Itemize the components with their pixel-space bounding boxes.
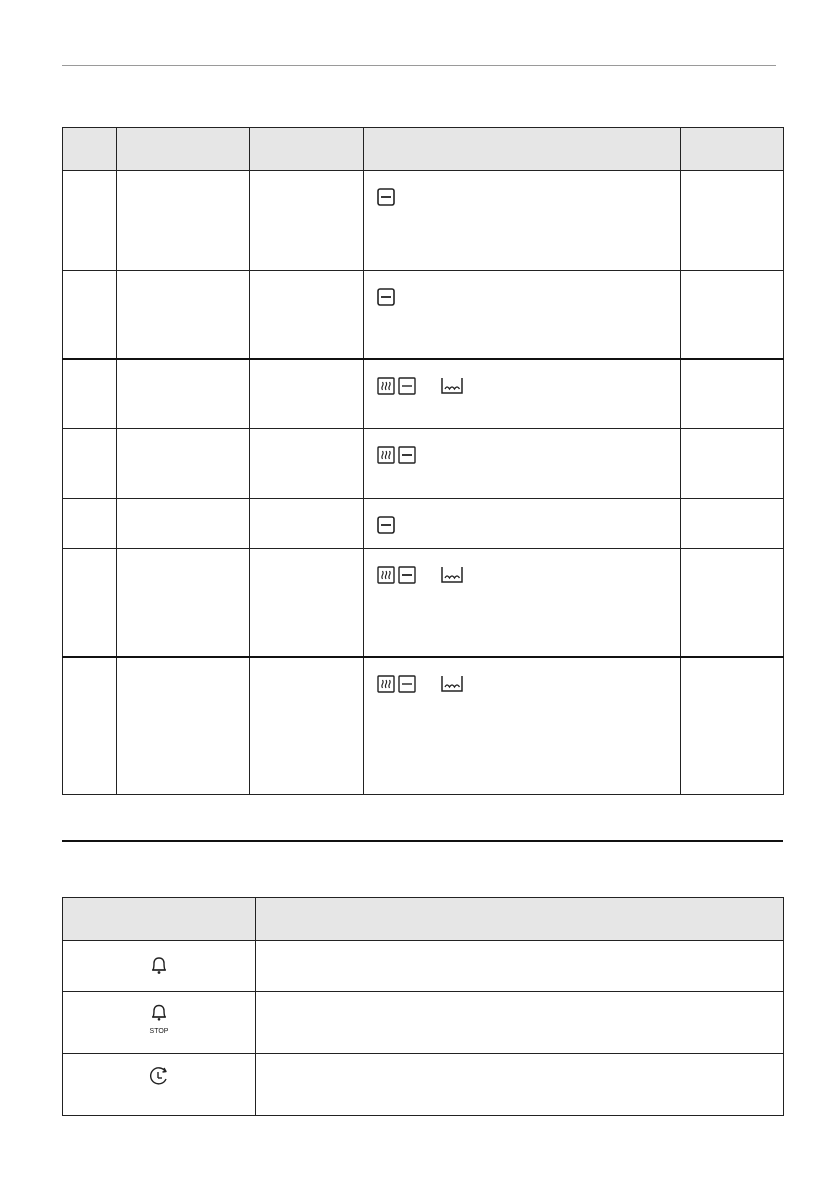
function-table [62, 897, 784, 1116]
table-row [63, 499, 784, 549]
time-cell [681, 359, 784, 429]
program-name-cell [117, 499, 250, 549]
bottom-heat-icon [398, 675, 416, 693]
header-rule [62, 65, 776, 66]
bell-stop-icon [147, 1003, 171, 1036]
program-value-cell [250, 171, 364, 271]
program-name-cell [117, 657, 250, 795]
bottom-heat-icon [377, 516, 395, 534]
steam-heat-icon [377, 566, 395, 584]
symbol-cell [63, 941, 256, 992]
description-cell [256, 941, 784, 992]
table-row [63, 941, 784, 992]
row-number-cell [63, 359, 117, 429]
table-row [63, 429, 784, 499]
heating-function-cell [364, 171, 681, 271]
description-cell [256, 1054, 784, 1116]
table-row [63, 992, 784, 1054]
water-tank-icon [440, 675, 464, 693]
program-value-cell [250, 429, 364, 499]
time-cell [681, 657, 784, 795]
program-name-cell [117, 271, 250, 359]
clock-timer-icon [146, 1065, 172, 1094]
time-cell [681, 171, 784, 271]
water-tank-icon [440, 377, 464, 395]
description-cell [256, 992, 784, 1054]
stop-label: STOP [149, 1028, 169, 1035]
bottom-heat-icon [377, 288, 395, 306]
heating-function-cell [364, 549, 681, 657]
program-name-cell [117, 549, 250, 657]
program-value-cell [250, 549, 364, 657]
time-cell [681, 429, 784, 499]
heating-function-cell [364, 429, 681, 499]
header-cell [250, 128, 364, 171]
program-name-cell [117, 429, 250, 499]
symbol-cell [63, 992, 256, 1054]
symbol-cell [63, 1054, 256, 1116]
program-value-cell [250, 271, 364, 359]
header-cell [256, 898, 784, 941]
table-row [63, 171, 784, 271]
time-cell [681, 549, 784, 657]
table-row [63, 549, 784, 657]
row-number-cell [63, 271, 117, 359]
header-cell [63, 898, 256, 941]
steam-heat-icon [377, 377, 395, 395]
row-number-cell [63, 499, 117, 549]
row-number-cell [63, 429, 117, 499]
bottom-heat-icon [377, 188, 395, 206]
header-cell [117, 128, 250, 171]
heating-function-cell [364, 359, 681, 429]
steam-heat-icon [377, 446, 395, 464]
program-value-cell [250, 359, 364, 429]
table-row [63, 1054, 784, 1116]
program-table [62, 127, 784, 795]
heating-function-cell [364, 271, 681, 359]
row-number-cell [63, 657, 117, 795]
heating-function-cell [364, 657, 681, 795]
table-header-row [63, 898, 784, 941]
steam-heat-icon [377, 675, 395, 693]
bottom-heat-icon [398, 377, 416, 395]
program-value-cell [250, 657, 364, 795]
heating-function-cell [364, 499, 681, 549]
table-row [63, 359, 784, 429]
bottom-heat-icon [398, 446, 416, 464]
bell-icon [148, 954, 170, 981]
table-row [63, 657, 784, 795]
header-cell [63, 128, 117, 171]
program-value-cell [250, 499, 364, 549]
time-cell [681, 271, 784, 359]
row-number-cell [63, 549, 117, 657]
time-cell [681, 499, 784, 549]
table-header-row [63, 128, 784, 171]
table-row [63, 271, 784, 359]
row-number-cell [63, 171, 117, 271]
program-name-cell [117, 359, 250, 429]
program-name-cell [117, 171, 250, 271]
bottom-heat-icon [398, 566, 416, 584]
water-tank-icon [440, 566, 464, 584]
header-cell [364, 128, 681, 171]
section-rule [62, 840, 783, 842]
header-cell [681, 128, 784, 171]
